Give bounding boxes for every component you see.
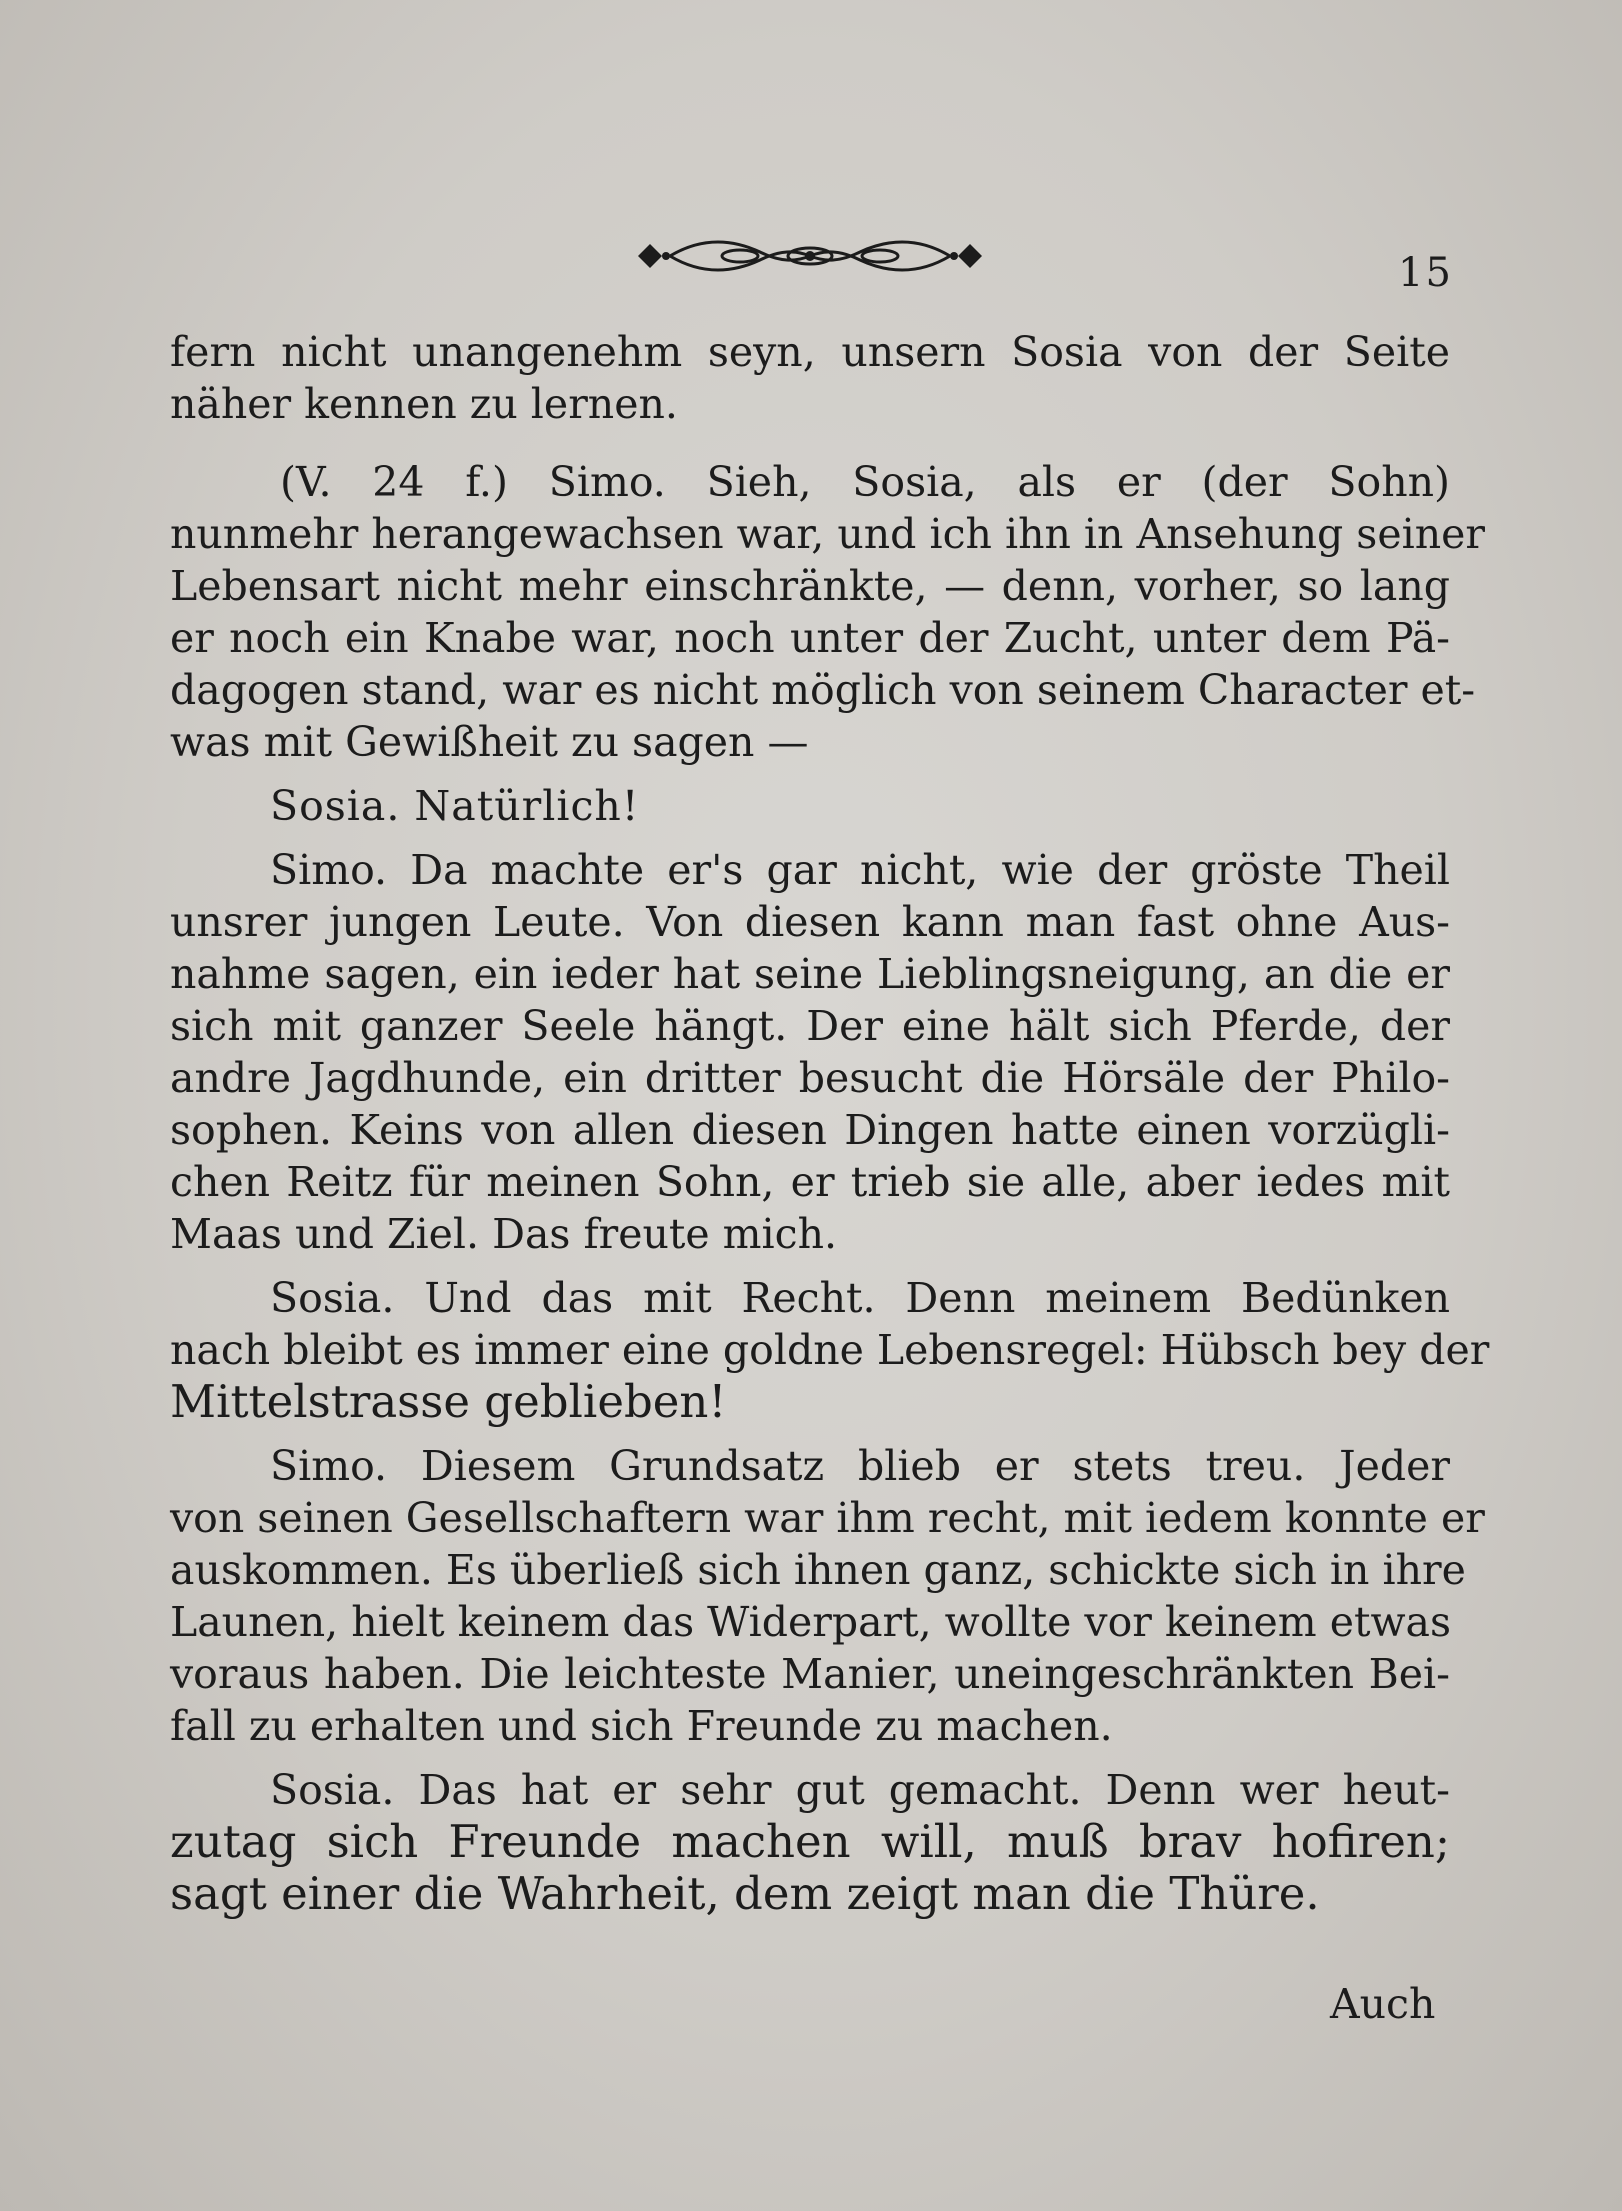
text-line: Maas und Ziel. Das freute mich. [170,1210,838,1258]
text-line: Simo. Diesem Grundsatz blieb er stets treu. Jeder [270,1442,1450,1490]
text-line: sagt einer die Wahrheit, dem zeigt man die Thüre. [170,1867,1320,1920]
text-line: nach bleibt es immer eine goldne Lebensregel: Hübsch bey der [170,1326,1490,1374]
text-line: Mittelstrasse geblieben! [170,1375,727,1428]
text-line: Lebensart nicht mehr einschränkte, — denn, vorher, so lang [170,562,1450,610]
text-line: fern nicht unangenehm seyn, unsern Sosia von der Seite [170,328,1450,376]
text-line: von seinen Gesellschaftern war ihm recht, mit iedem konnte er [170,1494,1485,1542]
text-line: sich mit ganzer Seele hängt. Der eine hält sich Pferde, der [170,1002,1450,1050]
text-line: fall zu erhalten und sich Freunde zu machen. [170,1702,1113,1750]
text-line: unsrer jungen Leute. Von diesen kann man fast ohne Aus- [170,898,1450,946]
text-line: chen Reitz für meinen Sohn, er trieb sie alle, aber iedes mit [170,1158,1450,1206]
text-line: (V. 24 f.) Simo. Sieh, Sosia, als er (der Sohn) [280,458,1450,506]
text-line: Simo. Da machte er's gar nicht, wie der gröste Theil [270,846,1450,894]
text-line: nahme sagen, ein ieder hat seine Lieblingsneigung, an die er [170,950,1450,998]
text-line: Sosia. Natürlich! [270,782,640,830]
page-number: 15 [1398,250,1453,296]
text-line: er noch ein Knabe war, noch unter der Zucht, unter dem Pä- [170,614,1450,662]
text-line: nunmehr herangewachsen war, und ich ihn in Ansehung seiner [170,510,1485,558]
text-line: auskommen. Es überließ sich ihnen ganz, schickte sich in ihre [170,1546,1466,1594]
text-line: zutag sich Freunde machen will, muß brav hofiren; [170,1815,1450,1868]
catchword: Auch [1330,1980,1436,2028]
text-line: näher kennen zu lernen. [170,380,678,428]
text-line: was mit Gewißheit zu sagen — [170,718,809,766]
text-body [170,326,1490,1920]
text-line: sophen. Keins von allen diesen Dingen hatte einen vorzügli- [170,1106,1450,1154]
text-line: Sosia. Das hat er sehr gut gemacht. Denn wer heut- [270,1766,1450,1814]
text-line: voraus haben. Die leichteste Manier, uneingeschränkten Bei- [170,1650,1450,1698]
ornament-icon [630,228,990,284]
text-line: andre Jagdhunde, ein dritter besucht die Hörsäle der Philo- [170,1054,1450,1102]
text-line: Sosia. Und das mit Recht. Denn meinem Bedünken [270,1274,1450,1322]
text-line: Launen, hielt keinem das Widerpart, wollte vor keinem etwas [170,1598,1452,1646]
text-line: dagogen stand, war es nicht möglich von seinem Character et- [170,666,1476,714]
